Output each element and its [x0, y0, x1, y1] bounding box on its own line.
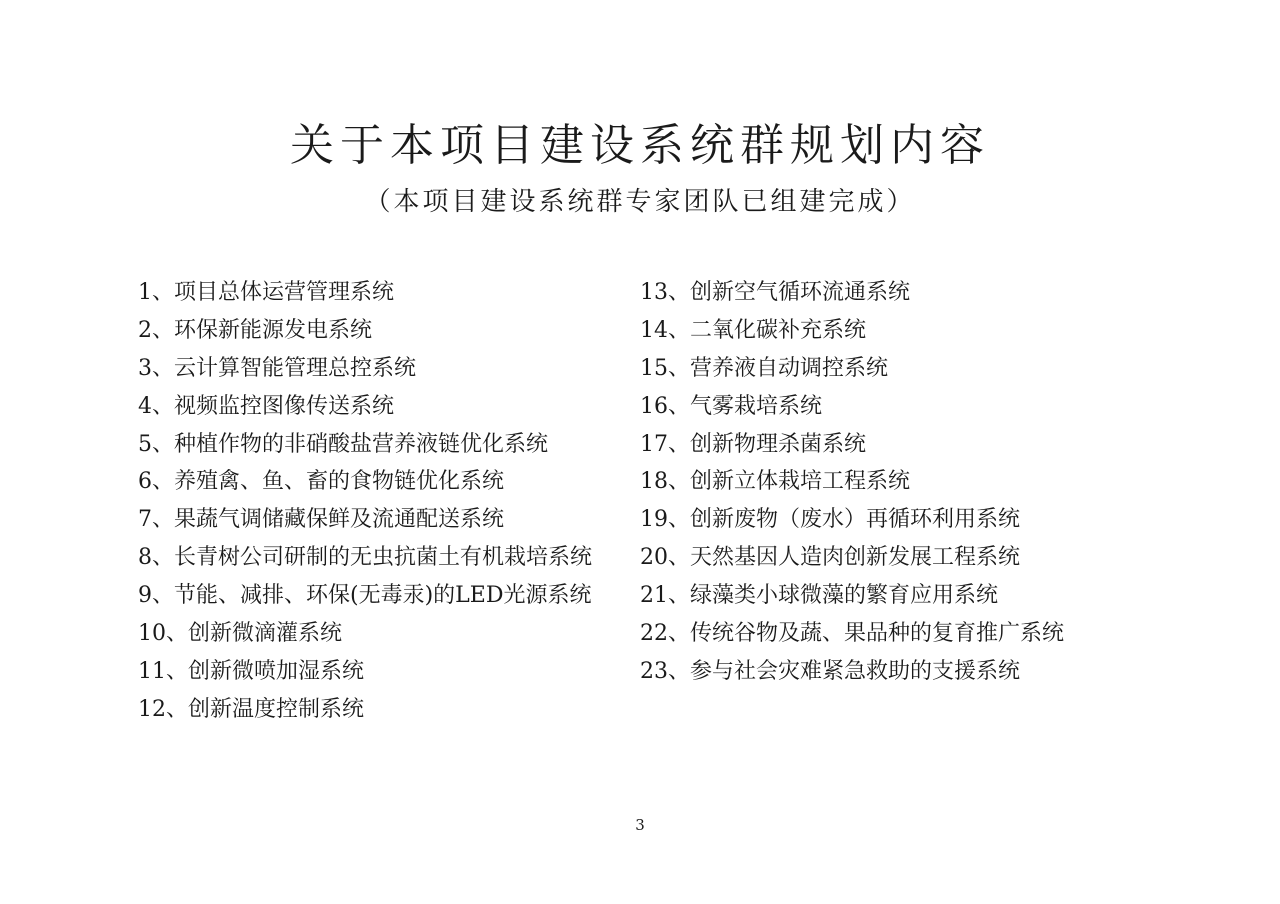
list-item: 21、绿藻类小球微藻的繁育应用系统	[640, 583, 998, 609]
list-item: 13、创新空气循环流通系统	[640, 280, 910, 305]
page-subtitle: （本项目建设系统群专家团队已组建完成）	[364, 187, 916, 217]
list-item: 6、养殖禽、鱼、畜的食物链优化系统	[138, 469, 504, 495]
system-list-left	[138, 274, 638, 729]
list-item: 19、创新废物（废水）再循环利用系统	[640, 507, 1020, 533]
list-item: 5、种植作物的非硝酸盐营养液链优化系统	[138, 431, 548, 457]
list-item: 17、创新物理杀菌系统	[640, 431, 866, 457]
list-item: 4、视频监控图像传送系统	[138, 393, 394, 419]
list-item: 7、果蔬气调储藏保鲜及流通配送系统	[138, 507, 504, 533]
page-number: 3	[635, 816, 645, 834]
list-item: 14、二氧化碳补充系统	[640, 317, 866, 343]
list-item: 18、创新立体栽培工程系统	[640, 469, 910, 495]
page-title: 关于本项目建设系统群规划内容	[290, 120, 990, 171]
list-item: 9、节能、减排、环保(无毒汞)的LED光源系统	[138, 583, 592, 609]
list-item: 1、项目总体运营管理系统	[138, 280, 394, 305]
list-item: 11、创新微喷加湿系统	[138, 658, 364, 684]
list-item: 15、营养液自动调控系统	[640, 355, 888, 381]
system-list-right	[640, 274, 1160, 691]
list-item: 16、气雾栽培系统	[640, 393, 822, 419]
list-item: 10、创新微滴灌系统	[138, 621, 342, 647]
list-item: 23、参与社会灾难紧急救助的支援系统	[640, 658, 1020, 684]
list-item: 20、天然基因人造肉创新发展工程系统	[640, 545, 1020, 571]
list-item: 8、长青树公司研制的无虫抗菌土有机栽培系统	[138, 545, 592, 571]
list-item: 12、创新温度控制系统	[138, 696, 364, 722]
list-item: 2、环保新能源发电系统	[138, 317, 372, 343]
list-item: 3、云计算智能管理总控系统	[138, 355, 416, 381]
list-item: 22、传统谷物及蔬、果品种的复育推广系统	[640, 621, 1064, 647]
